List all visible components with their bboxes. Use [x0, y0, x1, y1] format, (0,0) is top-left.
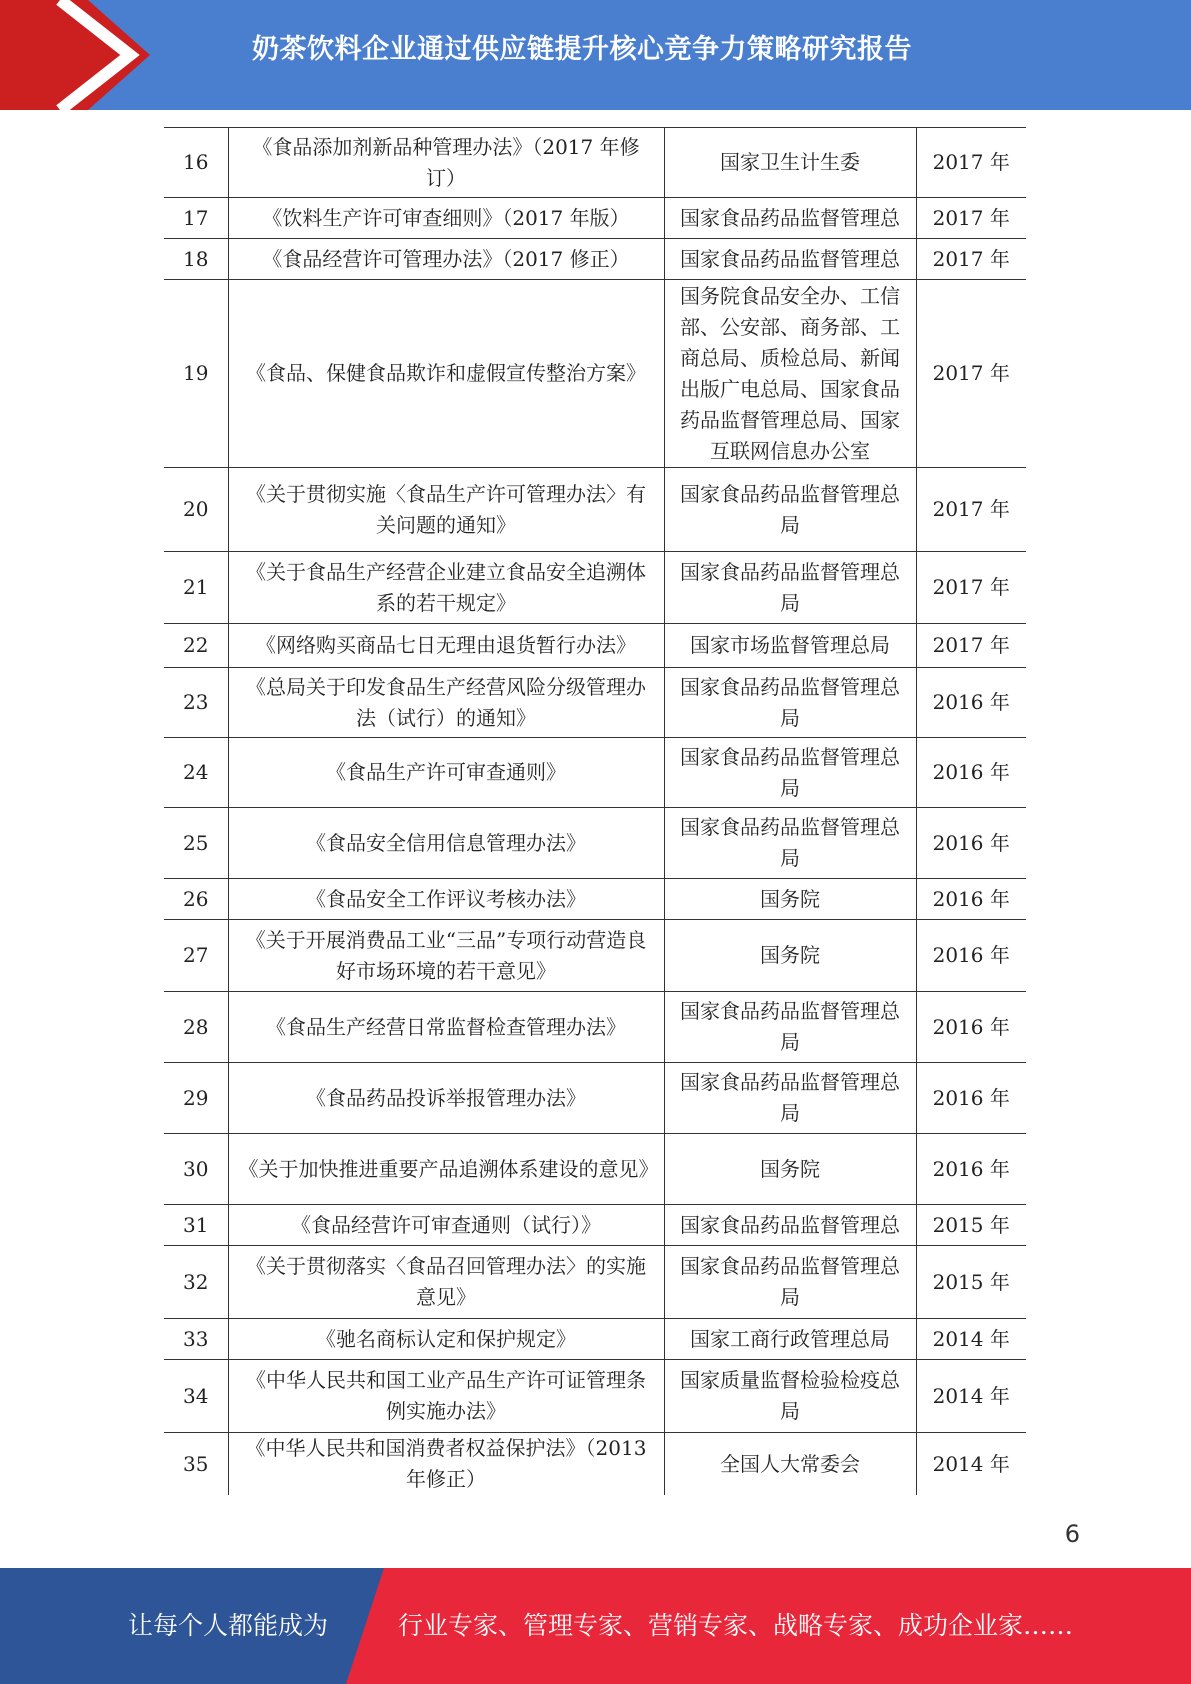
issuing-agency: 国家食品药品监督管理总局 — [664, 552, 916, 624]
issuing-agency: 全国人大常委会 — [664, 1433, 916, 1496]
table-row — [164, 738, 1026, 808]
row-number: 16 — [164, 128, 228, 198]
issue-year: 2016 年 — [916, 1134, 1026, 1205]
issuing-agency: 国家食品药品监督管理总局 — [664, 992, 916, 1063]
regulation-name: 《中华人民共和国消费者权益保护法》（2013 年修正） — [228, 1433, 664, 1496]
row-number: 24 — [164, 738, 228, 808]
table-row — [164, 1433, 1026, 1496]
regulation-name: 《总局关于印发食品生产经营风险分级管理办法（试行）的通知》 — [228, 668, 664, 738]
issuing-agency: 国家质量监督检验检疫总局 — [664, 1360, 916, 1433]
page-header — [0, 0, 1191, 110]
issuing-agency: 国家卫生计生委 — [664, 128, 916, 198]
issue-year: 2016 年 — [916, 879, 1026, 920]
regulation-name: 《中华人民共和国工业产品生产许可证管理条例实施办法》 — [228, 1360, 664, 1433]
table-row — [164, 552, 1026, 624]
row-number: 18 — [164, 239, 228, 280]
row-number: 35 — [164, 1433, 228, 1496]
issue-year: 2017 年 — [916, 239, 1026, 280]
issuing-agency: 国务院 — [664, 920, 916, 992]
issuing-agency: 国家食品药品监督管理总局 — [664, 468, 916, 552]
row-number: 26 — [164, 879, 228, 920]
table-row — [164, 280, 1026, 468]
regulation-name: 《关于开展消费品工业“三品”专项行动营造良好市场环境的若干意见》 — [228, 920, 664, 992]
issue-year: 2014 年 — [916, 1319, 1026, 1360]
issuing-agency-cell — [664, 198, 916, 239]
issue-year: 2016 年 — [916, 668, 1026, 738]
row-number: 27 — [164, 920, 228, 992]
row-number: 23 — [164, 668, 228, 738]
regulation-name: 《食品安全信用信息管理办法》 — [228, 808, 664, 879]
footer-slogan-right: 行业专家、管理专家、营销专家、战略专家、成功企业家…… — [398, 1611, 1074, 1640]
issue-year: 2016 年 — [916, 1063, 1026, 1134]
regulations-table-wrap — [164, 127, 1026, 1495]
regulation-name: 《饮料生产许可审查细则》（2017 年版） — [228, 198, 664, 239]
issuing-agency: 国家食品药品监督管理总 — [680, 1212, 900, 1237]
regulation-name: 《关于加快推进重要产品追溯体系建设的意见》 — [228, 1134, 664, 1205]
regulation-name: 《关于食品生产经营企业建立食品安全追溯体系的若干规定》 — [228, 552, 664, 624]
report-title: 奶茶饮料企业通过供应链提升核心竞争力策略研究报告 — [252, 34, 912, 65]
row-number: 21 — [164, 552, 228, 624]
issue-year: 2017 年 — [916, 468, 1026, 552]
regulation-name: 《驰名商标认定和保护规定》 — [228, 1319, 664, 1360]
header-arrow-decoration — [0, 0, 160, 110]
table-row — [164, 1205, 1026, 1246]
table-row — [164, 1360, 1026, 1433]
issuing-agency: 国家食品药品监督管理总局 — [664, 1246, 916, 1319]
row-number: 20 — [164, 468, 228, 552]
footer-slogan-left: 让每个人都能成为 — [128, 1611, 329, 1640]
table-row — [164, 668, 1026, 738]
issue-year: 2017 年 — [916, 280, 1026, 468]
issuing-agency: 国家食品药品监督管理总局 — [664, 1063, 916, 1134]
table-row — [164, 198, 1026, 239]
issue-year: 2015 年 — [916, 1246, 1026, 1319]
issuing-agency: 国务院 — [664, 1134, 916, 1205]
issuing-agency: 国务院食品安全办、工信部、公安部、商务部、工商总局、质检总局、新闻出版广电总局、国家食品药品监督管理总局、国家互联网信息办公室 — [664, 280, 916, 468]
row-number: 29 — [164, 1063, 228, 1134]
regulation-name: 《食品生产经营日常监督检查管理办法》 — [228, 992, 664, 1063]
table-row — [164, 468, 1026, 552]
regulation-name: 《食品生产许可审查通则》 — [228, 738, 664, 808]
regulation-name: 《网络购买商品七日无理由退货暂行办法》 — [228, 624, 664, 668]
table-row — [164, 879, 1026, 920]
issuing-agency: 国家工商行政管理总局 — [664, 1319, 916, 1360]
issue-year: 2016 年 — [916, 920, 1026, 992]
regulation-name: 《食品经营许可审查通则（试行）》 — [228, 1205, 664, 1246]
issue-year: 2017 年 — [916, 624, 1026, 668]
row-number: 34 — [164, 1360, 228, 1433]
regulation-name: 《食品药品投诉举报管理办法》 — [228, 1063, 664, 1134]
issuing-agency: 国务院 — [664, 879, 916, 920]
row-number: 32 — [164, 1246, 228, 1319]
issue-year: 2017 年 — [916, 198, 1026, 239]
issuing-agency: 国家食品药品监督管理总 — [680, 205, 900, 230]
regulation-name: 《食品、保健食品欺诈和虚假宣传整治方案》 — [228, 280, 664, 468]
issuing-agency: 国家食品药品监督管理总局 — [664, 808, 916, 879]
issuing-agency-cell — [664, 239, 916, 280]
row-number: 31 — [164, 1205, 228, 1246]
issue-year: 2016 年 — [916, 808, 1026, 879]
issuing-agency: 国家食品药品监督管理总局 — [664, 738, 916, 808]
page-footer — [0, 1568, 1191, 1684]
table-row — [164, 128, 1026, 198]
table-row — [164, 1134, 1026, 1205]
table-row — [164, 624, 1026, 668]
regulation-name: 《食品添加剂新品种管理办法》（2017 年修订） — [228, 128, 664, 198]
regulation-name: 《食品安全工作评议考核办法》 — [228, 879, 664, 920]
issuing-agency: 国家食品药品监督管理总局 — [664, 668, 916, 738]
table-row — [164, 239, 1026, 280]
issue-year: 2017 年 — [916, 552, 1026, 624]
issue-year: 2015 年 — [916, 1205, 1026, 1246]
table-row — [164, 1246, 1026, 1319]
table-row — [164, 992, 1026, 1063]
row-number: 25 — [164, 808, 228, 879]
row-number: 22 — [164, 624, 228, 668]
issuing-agency-cell — [664, 1205, 916, 1246]
issue-year: 2016 年 — [916, 738, 1026, 808]
page-number: 6 — [1064, 1520, 1080, 1548]
regulation-name: 《食品经营许可管理办法》（2017 修正） — [228, 239, 664, 280]
table-row — [164, 1063, 1026, 1134]
row-number: 19 — [164, 280, 228, 468]
table-row — [164, 1319, 1026, 1360]
issuing-agency: 国家食品药品监督管理总 — [680, 246, 900, 271]
row-number: 28 — [164, 992, 228, 1063]
issue-year: 2014 年 — [916, 1433, 1026, 1496]
table-row — [164, 808, 1026, 879]
table-row — [164, 920, 1026, 992]
issuing-agency: 国家市场监督管理总局 — [664, 624, 916, 668]
regulation-name: 《关于贯彻落实〈食品召回管理办法〉的实施意见》 — [228, 1246, 664, 1319]
row-number: 17 — [164, 198, 228, 239]
issue-year: 2014 年 — [916, 1360, 1026, 1433]
row-number: 30 — [164, 1134, 228, 1205]
issue-year: 2017 年 — [916, 128, 1026, 198]
issue-year: 2016 年 — [916, 992, 1026, 1063]
row-number: 33 — [164, 1319, 228, 1360]
regulation-name: 《关于贯彻实施〈食品生产许可管理办法〉有关问题的通知》 — [228, 468, 664, 552]
regulations-table — [164, 127, 1026, 1495]
